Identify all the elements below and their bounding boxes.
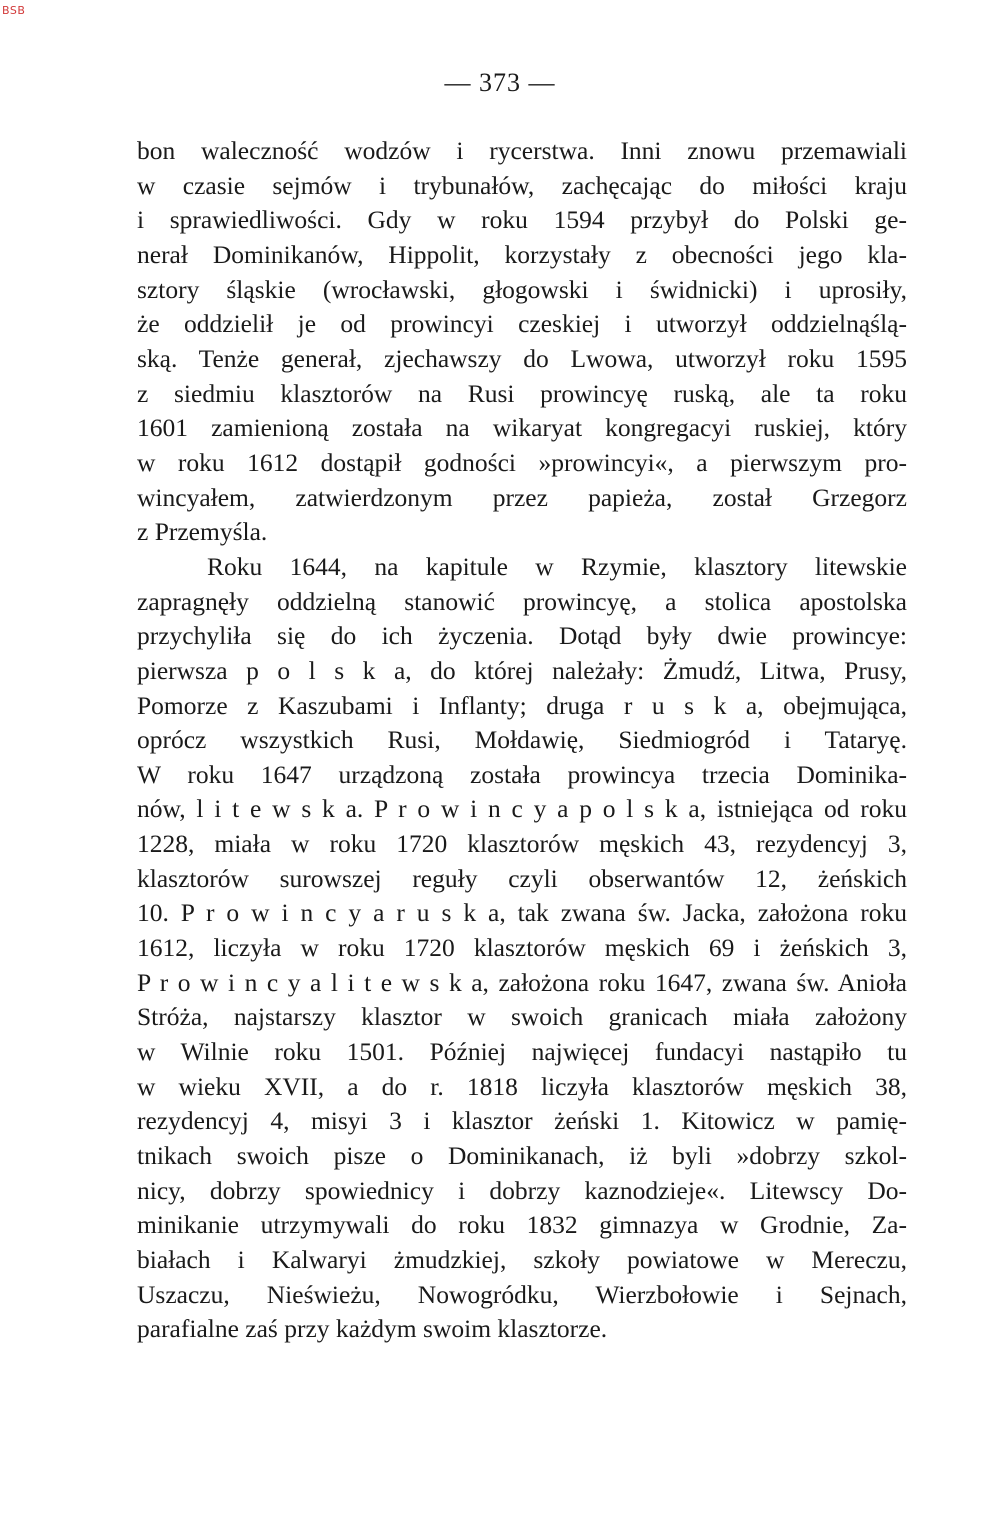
text-line: w wieku XVII, a do r. 1818 liczyła klasztorów męskich 38, bbox=[137, 1071, 907, 1101]
text-line: Pomorze z Kaszubami i Inflanty; druga r u s k a, obejmująca, bbox=[137, 690, 907, 720]
text-line: przychyliła się do ich życzenia. Dotąd były dwie prowincye: bbox=[137, 621, 907, 651]
text-line: Stróża, najstarszy klasztor w swoich granicach miała założony bbox=[137, 1002, 907, 1032]
text-line: tnikach swoich pisze o Dominikanach, iż byli »dobrzy szkol- bbox=[137, 1141, 907, 1171]
text-line: w czasie sejmów i trybunałów, zachęcając do miłości kraju bbox=[137, 170, 907, 200]
text-line: nów, l i t e w s k a. P r o w i n c y a p o l s k a, istniejąca od roku bbox=[137, 794, 907, 824]
text-line: W roku 1647 urządzoną została prowincya trzecia Dominika- bbox=[137, 759, 907, 789]
text-line: nicy, dobrzy spowiednicy i dobrzy kaznodzieje«. Litewscy Do- bbox=[137, 1175, 907, 1205]
body-text bbox=[137, 134, 907, 1347]
text-line: bon waleczność wodzów i rycerstwa. Inni znowu przemawiali bbox=[137, 136, 907, 165]
text-line: pierwsza p o l s k a, do której należały: Żmudź, Litwa, Prusy, bbox=[137, 655, 907, 685]
text-line: z siedmiu klasztorów na Rusi prowincyę ruską, ale ta roku bbox=[137, 378, 907, 408]
text-line: 1228, miała w roku 1720 klasztorów męskich 43, rezydencyj 3, bbox=[137, 829, 907, 859]
text-line: oprócz wszystkich Rusi, Mołdawię, Siedmiogród i Tataryę. bbox=[137, 725, 907, 755]
text-line: rezydencyj 4, misyi 3 i klasztor żeński 1. Kitowicz w pamię- bbox=[137, 1106, 907, 1136]
text-line: w Wilnie roku 1501. Później najwięcej fundacyi nastąpiło tu bbox=[137, 1037, 907, 1067]
text-line: białach i Kalwaryi żmudzkiej, szkoły powiatowe w Mereczu, bbox=[137, 1245, 907, 1274]
text-line: sztory śląskie (wrocławski, głogowski i świdnicki) i uprosiły, bbox=[137, 274, 907, 304]
text-line: P r o w i n c y a l i t e w s k a, założona roku 1647, zwana św. Anioła bbox=[137, 967, 907, 997]
text-line: 10. P r o w i n c y a r u s k a, tak zwana św. Jacka, założona roku bbox=[137, 898, 907, 928]
text-line: z Przemyśla. bbox=[137, 517, 268, 547]
page-number-header: — 373 — bbox=[444, 68, 556, 97]
text-line: nerał Dominikanów, Hippolit, korzystały z obecności jego kla- bbox=[137, 239, 907, 269]
text-line: klasztorów surowszej reguły czyli obserwantów 12, żeńskich bbox=[137, 863, 907, 893]
text-line: ską. Tenże generał, zjechawszy do Lwowa, utworzył roku 1595 bbox=[137, 343, 907, 373]
text-line: minikanie utrzymywali do roku 1832 gimnazya w Grodnie, Za- bbox=[137, 1210, 907, 1240]
text-line: Roku 1644, na kapitule w Rzymie, klasztory litewskie bbox=[207, 551, 907, 581]
text-line: w roku 1612 dostąpił godności »prowincyi«, a pierwszym pro- bbox=[137, 447, 907, 477]
text-line: 1601 zamienioną została na wikaryat kongregacyi ruskiej, który bbox=[137, 413, 907, 443]
text-line: i sprawiedliwości. Gdy w roku 1594 przybył do Polski ge- bbox=[137, 205, 907, 235]
library-stamp: BSB bbox=[2, 4, 26, 17]
text-line: parafialne zaś przy każdym swoim klasztorze. bbox=[137, 1314, 608, 1344]
text-line: zapragnęły oddzielną stanowić prowincyę, a stolica apostolska bbox=[137, 586, 907, 616]
text-line: że oddzielił je od prowincyi czeskiej i utworzył oddzielnąślą- bbox=[137, 309, 907, 339]
text-line: 1612, liczyła w roku 1720 klasztorów męskich 69 i żeńskich 3, bbox=[137, 933, 907, 963]
text-line: wincyałem, zatwierdzonym przez papieża, został Grzegorz bbox=[137, 482, 907, 512]
text-line: Uszaczu, Nieświeżu, Nowogródku, Wierzbołowie i Sejnach, bbox=[137, 1279, 907, 1309]
